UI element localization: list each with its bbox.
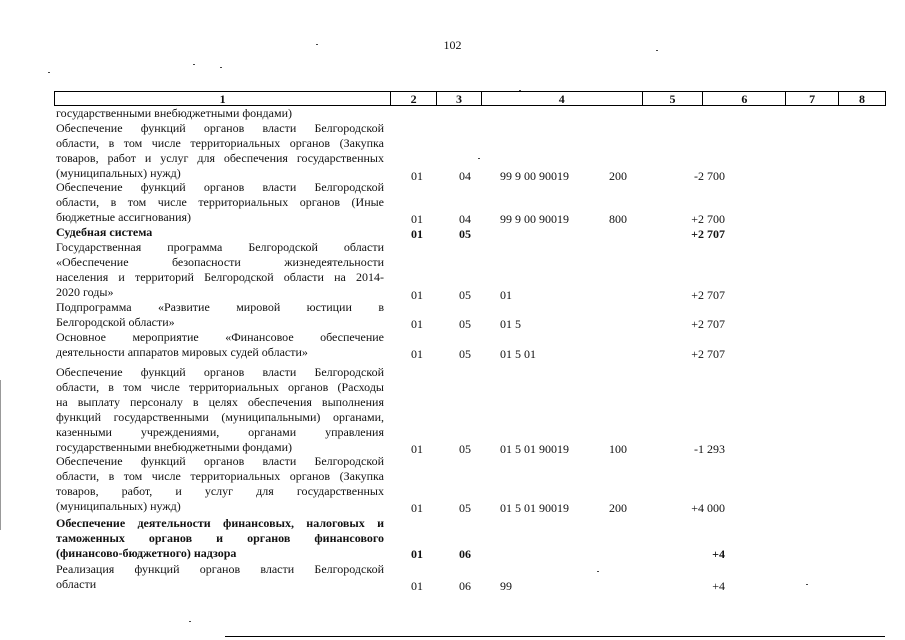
header-col-6: 6 xyxy=(703,92,786,105)
scan-speck xyxy=(189,621,191,622)
cell-col-4: 01 xyxy=(500,288,512,302)
row-description xyxy=(56,121,384,181)
header-col-5: 5 xyxy=(643,92,704,105)
description-line: товаров, работ и услуг для обеспечения государственных xyxy=(56,151,384,165)
description-line: Реализация функций органов власти Белгородской xyxy=(56,562,384,576)
scan-speck xyxy=(478,158,480,159)
scan-speck xyxy=(48,72,50,73)
cell-col-6: -2 700 xyxy=(694,169,725,183)
table-header xyxy=(54,91,886,106)
row-description xyxy=(56,240,384,300)
description-line: функций государственными (муниципальными) органами, xyxy=(56,410,384,424)
cell-col-3: 04 xyxy=(459,169,471,183)
cell-col-6: -1 293 xyxy=(694,442,725,456)
cell-col-5: 200 xyxy=(609,169,627,183)
row-description xyxy=(56,562,384,592)
header-col-4: 4 xyxy=(482,92,643,105)
cell-col-3: 06 xyxy=(459,579,471,593)
cell-col-6: +2 707 xyxy=(691,227,725,241)
description-line: Основное мероприятие «Финансовое обеспечение xyxy=(56,330,384,344)
cell-col-2: 01 xyxy=(411,317,423,331)
scan-speck xyxy=(519,90,521,91)
cell-col-3: 06 xyxy=(459,547,471,561)
description-line: области, в том числе территориальных органов (Закупка xyxy=(56,136,384,150)
description-line: Обеспечение функций органов власти Белгородской xyxy=(56,121,384,135)
description-line: области, в том числе территориальных органов (Иные xyxy=(56,195,384,209)
description-line: (муниципальных) нужд) xyxy=(56,166,181,180)
cell-col-6: +2 707 xyxy=(691,288,725,302)
scan-speck xyxy=(597,571,599,572)
cell-col-6: +2 700 xyxy=(691,212,725,226)
cell-col-2: 01 xyxy=(411,347,423,361)
description-line: Подпрограмма «Развитие мировой юстиции в xyxy=(56,300,384,314)
row-description xyxy=(56,454,384,514)
description-line: Обеспечение функций органов власти Белгородской xyxy=(56,365,384,379)
page-edge xyxy=(0,380,1,530)
scan-speck xyxy=(316,44,318,45)
description-line: бюджетные ассигнования) xyxy=(56,210,192,224)
description-line: таможенных органов и органов финансового xyxy=(56,531,384,545)
header-col-1: 1 xyxy=(55,92,391,105)
scan-speck xyxy=(806,584,808,585)
description-line: казенными учреждениями, органами управления xyxy=(56,425,384,439)
cell-col-2: 01 xyxy=(411,212,423,226)
row-description xyxy=(56,516,384,561)
description-line: государственными внебюджетными фондами) xyxy=(56,106,293,120)
cell-col-3: 05 xyxy=(459,442,471,456)
cell-col-6: +2 707 xyxy=(691,347,725,361)
cell-col-4: 01 5 01 90019 xyxy=(500,501,569,515)
header-col-3: 3 xyxy=(437,92,482,105)
cell-col-4: 01 5 01 xyxy=(500,347,536,361)
description-line: населения и территорий Белгородской области на 2014- xyxy=(56,270,384,284)
header-col-7: 7 xyxy=(786,92,839,105)
row-description xyxy=(56,365,384,455)
cell-col-6: +4 xyxy=(712,547,725,561)
description-line: Обеспечение деятельности финансовых, налоговых и xyxy=(56,516,384,530)
cell-col-3: 04 xyxy=(459,212,471,226)
scan-speck xyxy=(656,50,658,51)
description-line: Белгородской области» xyxy=(56,315,175,329)
cell-col-2: 01 xyxy=(411,442,423,456)
cell-col-4: 99 9 00 90019 xyxy=(500,212,569,226)
description-line: области, в том числе территориальных органов (Закупка xyxy=(56,469,384,483)
row-description xyxy=(56,330,384,360)
cell-col-4: 99 xyxy=(500,579,512,593)
cell-col-6: +2 707 xyxy=(691,317,725,331)
description-line: деятельности аппаратов мировых судей области» xyxy=(56,345,308,359)
scan-speck xyxy=(220,67,222,68)
row-description xyxy=(56,106,384,121)
row-description xyxy=(56,300,384,330)
description-line: (финансово-бюджетного) надзора xyxy=(56,546,237,560)
scan-speck xyxy=(193,64,195,65)
cell-col-3: 05 xyxy=(459,347,471,361)
cell-col-2: 01 xyxy=(411,169,423,183)
description-line: государственными внебюджетными фондами) xyxy=(56,440,293,454)
row-description xyxy=(56,180,384,225)
description-line: Судебная система xyxy=(56,225,153,239)
cell-col-2: 01 xyxy=(411,501,423,515)
cell-col-5: 100 xyxy=(609,442,627,456)
cell-col-6: +4 000 xyxy=(691,501,725,515)
cell-col-3: 05 xyxy=(459,317,471,331)
cell-col-4: 99 9 00 90019 xyxy=(500,169,569,183)
description-line: Государственная программа Белгородской области xyxy=(56,240,384,254)
description-line: Обеспечение функций органов власти Белгородской xyxy=(56,454,384,468)
cell-col-2: 01 xyxy=(411,547,423,561)
header-col-8: 8 xyxy=(859,91,866,106)
cell-col-2: 01 xyxy=(411,579,423,593)
row-description xyxy=(56,225,384,240)
cell-col-2: 01 xyxy=(411,288,423,302)
description-line: области xyxy=(56,577,97,591)
cell-col-3: 05 xyxy=(459,288,471,302)
description-line: 2020 годы» xyxy=(56,285,114,299)
cell-col-2: 01 xyxy=(411,227,423,241)
cell-col-5: 200 xyxy=(609,501,627,515)
cell-col-5: 800 xyxy=(609,212,627,226)
description-line: на выплату персоналу в целях обеспечения выполнения xyxy=(56,395,384,409)
description-line: Обеспечение функций органов власти Белгородской xyxy=(56,180,384,194)
description-line: товаров, работ, и услуг для государственных xyxy=(56,484,384,498)
cell-col-4: 01 5 xyxy=(500,317,521,331)
description-line: области, в том числе территориальных органов (Расходы xyxy=(56,380,384,394)
bottom-rule xyxy=(225,636,885,637)
description-line: «Обеспечение безопасности жизнедеятельности xyxy=(56,255,384,269)
cell-col-6: +4 xyxy=(712,579,725,593)
cell-col-3: 05 xyxy=(459,227,471,241)
header-col-2: 2 xyxy=(391,92,437,105)
description-line: (муниципальных) нужд) xyxy=(56,499,181,513)
page-number: 102 xyxy=(443,38,462,52)
cell-col-3: 05 xyxy=(459,501,471,515)
cell-col-4: 01 5 01 90019 xyxy=(500,442,569,456)
